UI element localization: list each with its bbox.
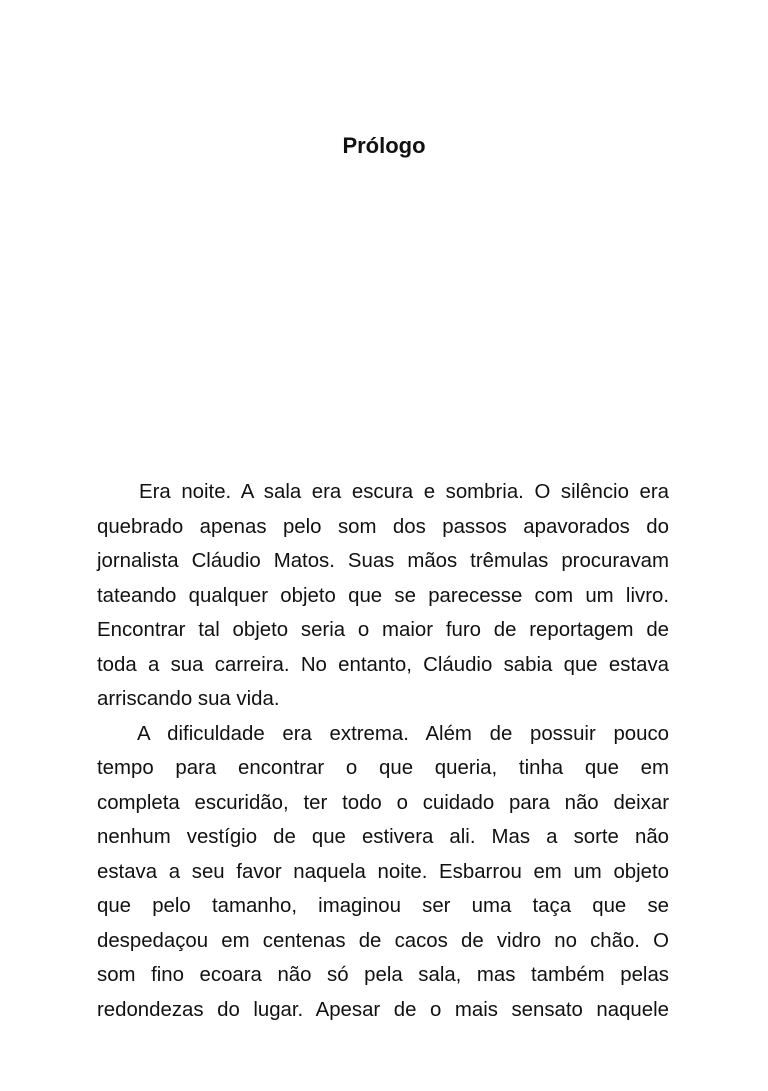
paragraph-1 xyxy=(97,475,669,717)
text-line: jornalista Cláudio Matos. Suas mãos trêmulas procuravam xyxy=(97,550,669,572)
text-line: estava a seu favor naquela noite. Esbarrou em um objeto xyxy=(97,860,669,883)
text-line: completa escuridão, ter todo o cuidado para não deixar xyxy=(97,791,669,814)
chapter-title: Prólogo xyxy=(342,133,426,158)
paragraph-2 xyxy=(97,717,669,1028)
text-line: redondezas do lugar. Apesar de o mais sensato naquele xyxy=(97,998,669,1021)
text-line: toda a sua carreira. No entanto, Cláudio sabia que estava xyxy=(97,653,669,676)
text-line: que pelo tamanho, imaginou ser uma taça que se xyxy=(97,895,669,917)
text-line: A dificuldade era extrema. Além de possuir pouco xyxy=(137,722,669,745)
text-line: despedaçou em centenas de cacos de vidro no chão. O xyxy=(97,929,669,952)
text-line: arriscando sua vida. xyxy=(97,688,280,710)
chapter-body xyxy=(97,475,669,1027)
text-line: Encontrar tal objeto seria o maior furo de reportagem de xyxy=(97,619,669,641)
text-line: quebrado apenas pelo som dos passos apavorados do xyxy=(97,515,669,538)
text-line: tateando qualquer objeto que se parecesse com um livro. xyxy=(97,584,669,607)
text-line: Era noite. A sala era escura e sombria. O silêncio era xyxy=(139,481,669,503)
text-line: nenhum vestígio de que estivera ali. Mas a sorte não xyxy=(97,826,669,848)
text-line: som fino ecoara não só pela sala, mas também pelas xyxy=(97,964,669,986)
text-line: tempo para encontrar o que queria, tinha que em xyxy=(97,757,669,779)
